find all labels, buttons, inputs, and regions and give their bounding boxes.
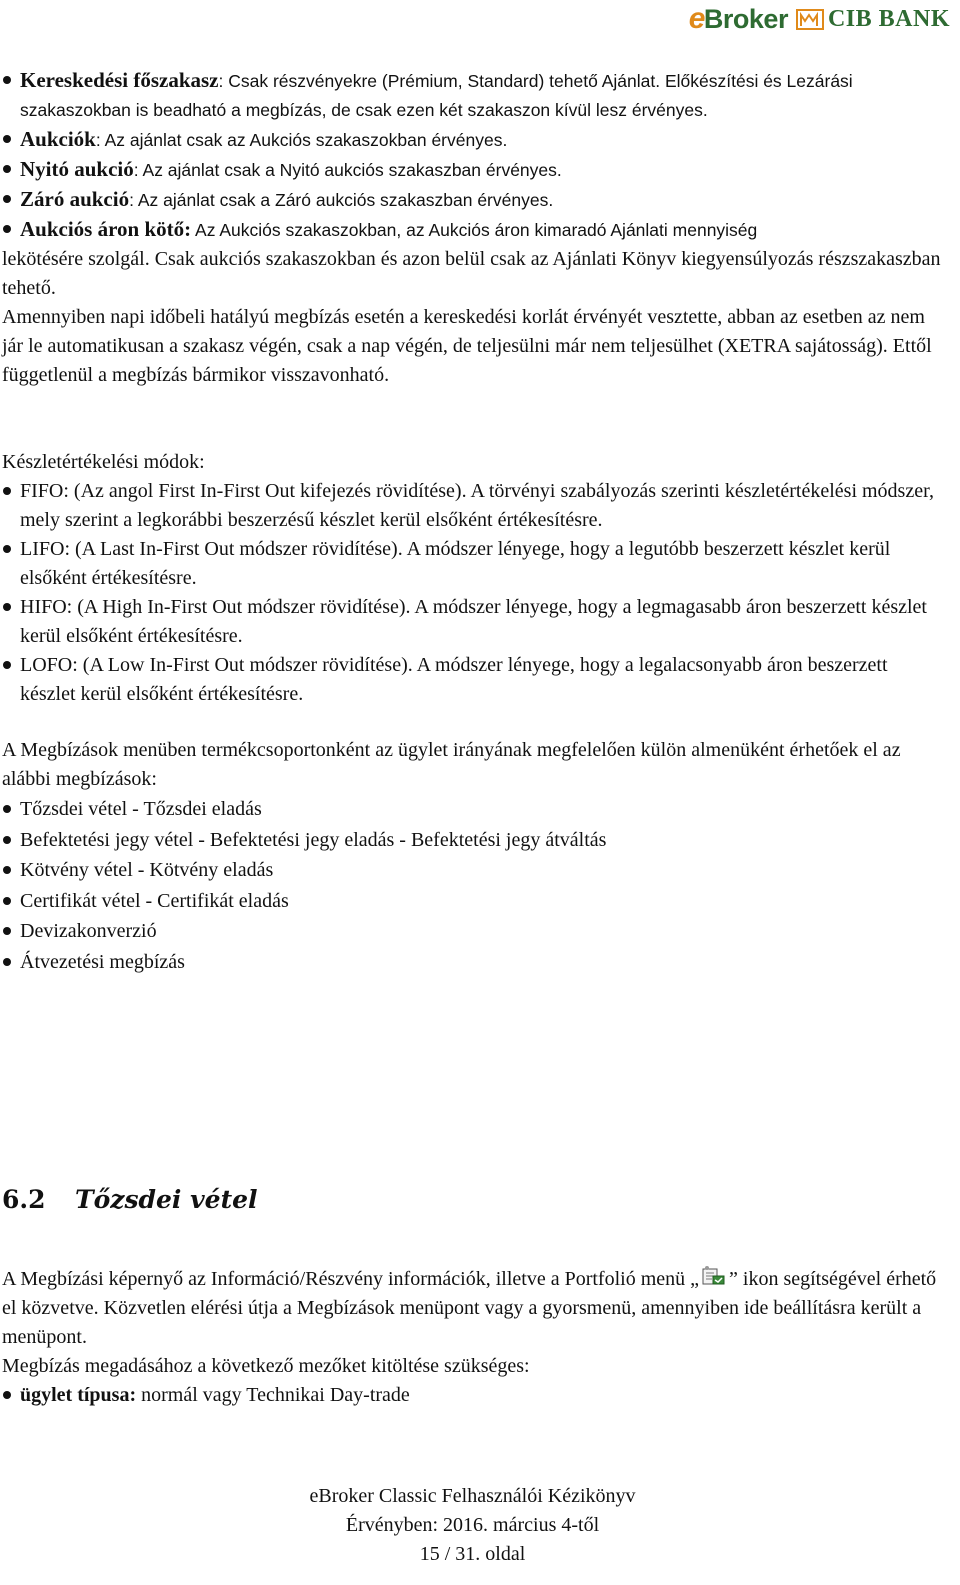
list-item-auctions [2,125,947,155]
list-item-main-phase [2,66,947,125]
list-item-order-certificate: Certifikát vétel - Certifikát eladás [2,886,947,917]
text-closing-auction: : Az ajánlat csak a Záró aukciós szakaszban érvényes. [129,190,554,210]
section-number: 6.2 [2,1185,46,1214]
term-opening-auction: Nyitó aukció [20,157,134,181]
text-auctions: : Az ajánlat csak az Aukciós szakaszokban érvényes. [95,130,508,150]
term-main-phase: Kereskedési főszakasz [20,68,219,92]
page-footer [0,1482,945,1569]
list-item-order-fx: Devizakonverzió [2,916,947,947]
list-item-order-transfer: Átvezetési megbízás [2,947,947,978]
ebroker-logo [689,2,788,36]
term-auctions: Aukciók [20,127,96,151]
list-item-opening-auction [2,155,947,185]
paragraph-access [2,1265,947,1352]
list-item-lofo: LOFO: (A Low In-First Out módszer rövidítése). A módszer lényege, hogy a legalacsonyabb áron beszerzett készlet kerül elsőként értékesítésre. [2,651,947,709]
orders-intro: A Megbízások menüben termékcsoportonként az ügylet irányának megfelelően külön almenüként érhetőek el az alábbi megbízások: [2,739,901,790]
field-type-text: normál vagy Technikai Day-trade [136,1384,410,1406]
text-auction-price-continued: lekötésére szolgál. Csak aukciós szakaszokban és azon belül csak az Ajánlati Könyv kiegyensúlyozás részszakaszban tehető. [2,248,941,299]
list-item-fifo: FIFO: (Az angol First In-First Out kifejezés rövidítése). A törvényi szabályozás szerinti készletértékelési módszer, mely szerint a legkorábbi beszerzésű készlet kerül elsőként értékesítésre. [2,477,947,535]
ebroker-logo-e: e [688,2,705,35]
list-item-order-stock: Tőzsdei vétel - Tőzsdei eladás [2,794,947,825]
section-body [2,1265,947,1410]
section-heading [2,1185,258,1214]
valuation-heading: Készletértékelési módok: [2,451,205,473]
footer-page-number: 15 / 31. oldal [419,1543,526,1565]
document-body [2,66,947,977]
list-item-hifo: HIFO: (A High In-First Out módszer rövidítése). A módszer lényege, hogy a legmagasabb áron beszerzett készlet kerül elsőként értékesítésre. [2,593,947,651]
term-closing-auction: Záró aukció [20,187,130,211]
header-logos [689,2,950,36]
list-item-field-type [2,1381,947,1410]
text-auction-price: Az Aukciós szakaszokban, az Aukciós áron kimaradó Ajánlati mennyiség [191,220,758,240]
text-main-phase: : Csak részvényekre (Prémium, Standard) tehető Ajánlat. Előkészítési és Lezárási szakaszokban is beadható a megbízás, de csak ezen két szakaszon kívül lesz érvényes. [20,71,853,120]
paragraph-access-end: ” ikon segítségével érhető el közvetve. Közvetlen elérési útja a Megbízások menüpont vagy a gyorsmenü, amennyiben ide beállításra került a menüpont. [2,1268,937,1348]
field-type-label: ügylet típusa: [20,1384,137,1406]
ebroker-logo-text: Broker [703,3,788,34]
text-opening-auction: : Az ajánlat csak a Nyitó aukciós szakaszban érvényes. [133,160,562,180]
cib-emblem-icon [796,7,824,31]
list-item-order-fund: Befektetési jegy vétel - Befektetési jegy eladás - Befektetési jegy átváltás [2,825,947,856]
footer-validity: Érvényben: 2016. március 4-től [345,1514,600,1536]
cib-bank-logo [796,6,950,33]
list-item-lifo: LIFO: (A Last In-First Out módszer rövidítése). A módszer lényege, hogy a legutóbb beszerzett készlet kerül elsőként értékesítésre. [2,535,947,593]
paragraph-access-start: A Megbízási képernyő az Információ/Részvény információk, illetve a Portfolió menü „ [2,1268,700,1290]
section-title: Tőzsdei vétel [75,1185,258,1214]
paragraph-daily-note: Amennyiben napi időbeli hatályú megbízás esetén a kereskedési korlát érvényét vesztette, abban az esetben az nem jár le automatikusan a szakasz végén, csak a nap végén, de teljesülni már nem teljesülhet (XETRA sajátosság). Ettől függetlenül a megbízás bármikor visszavonható. [2,306,932,386]
list-item-order-bond: Kötvény vétel - Kötvény eladás [2,855,947,886]
term-auction-price: Aukciós áron kötő: [20,217,192,241]
cib-bank-text: CIB BANK [827,5,950,32]
list-item-closing-auction [2,185,947,215]
footer-manual-title: eBroker Classic Felhasználói Kézikönyv [309,1485,636,1507]
order-form-icon [701,1265,727,1287]
paragraph-fields: Megbízás megadásához a következő mezőket kitöltése szükséges: [2,1355,530,1377]
list-item-auction-price [2,215,947,245]
